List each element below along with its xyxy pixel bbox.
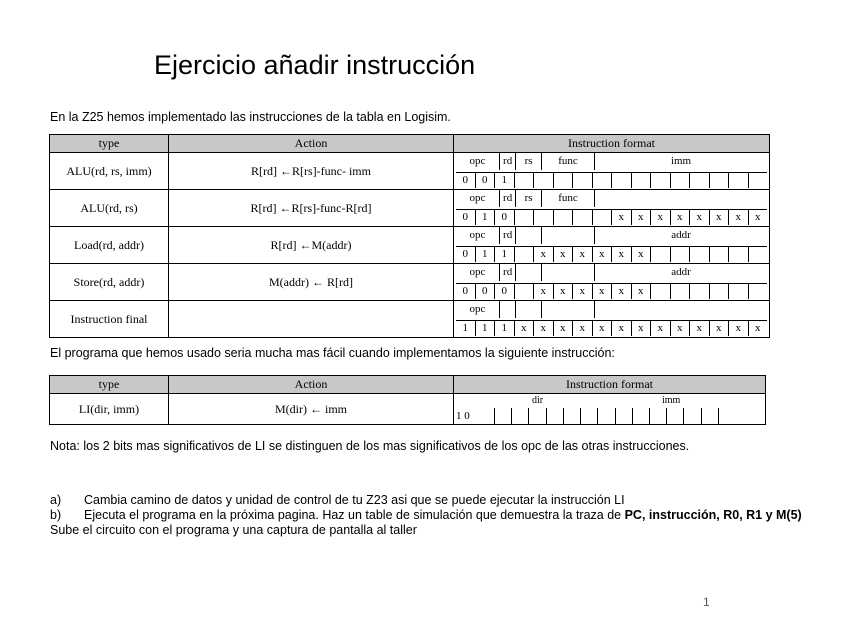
table-row [50,301,770,338]
item-label: b) [50,508,62,522]
format-field: opc [469,155,486,167]
bit-cell: x [533,247,553,262]
bit-cell [650,173,670,188]
bit-cell [709,247,729,262]
bit-cell [650,247,670,262]
format-field: func [541,153,594,170]
li-action: M(dir) ← imm [169,394,454,425]
bit-cell: x [689,321,709,336]
format-field: rs [515,190,541,207]
bit-cell: x [689,210,709,225]
task-list [50,493,814,537]
page-title: Ejercicio añadir instrucción [154,50,476,80]
bit-cell [670,284,690,299]
bit-cell [670,247,690,262]
bit-cell: x [631,247,651,262]
bit-cell [666,408,683,424]
format-field: func [541,190,594,207]
bit-cell: x [611,210,631,225]
col-type: type [50,376,169,394]
bit-cell: x [728,321,748,336]
bit-cell [553,210,573,225]
bit-cell: x [631,284,651,299]
format-field: rd [499,227,515,244]
col-type: type [50,135,169,153]
bit-cell: 1 [462,322,468,334]
li-prefix: 1 0 [456,410,470,422]
bit-cell: 0 [475,173,495,188]
bit-cell [615,408,632,424]
bit-cell [683,408,700,424]
format-field: addr [594,227,767,244]
li-field-dir: dir [532,395,544,406]
format-field [594,190,767,207]
bit-cell: x [631,321,651,336]
format-field: rd [499,190,515,207]
bit-cell [563,408,580,424]
bit-cell [580,408,597,424]
bit-cell [511,408,528,424]
bit-cell: x [572,284,592,299]
bit-cell: 1 [475,210,495,225]
bit-cell: x [748,210,768,225]
bit-cell: x [650,321,670,336]
format-field: opc [469,229,486,241]
bit-cell [592,173,612,188]
row-format [454,190,770,227]
bit-cell [748,284,768,299]
table-row [50,227,770,264]
bit-cell: x [748,321,768,336]
bit-cell [592,210,612,225]
bit-cell: 1 [494,173,514,188]
bit-cell: x [670,210,690,225]
li-type: LI(dir, imm) [50,394,169,425]
bit-cell [718,408,735,424]
bit-cell [689,247,709,262]
format-field [594,301,767,318]
page-number: 1 [703,595,710,609]
bit-cell [514,210,534,225]
bit-cell: x [670,321,690,336]
bit-cell: 0 [475,284,495,299]
bit-cell [728,247,748,262]
format-field: rd [499,153,515,170]
bit-cell: x [533,321,553,336]
bit-cell [689,173,709,188]
bit-cell [709,173,729,188]
bit-cell [494,408,511,424]
row-action: R[rd] ←R[rs]-func- imm [169,153,454,190]
format-field: addr [594,264,767,281]
bit-cell: 1 [475,247,495,262]
row-format [454,264,770,301]
col-action: Action [169,376,454,394]
li-table [49,375,766,425]
bit-cell: x [553,284,573,299]
note-text: Nota: los 2 bits mas significativos de LI se distinguen de los mas significativos de los opc de las otras instrucciones. [50,439,690,453]
bit-cell: x [572,247,592,262]
bit-cell: x [650,210,670,225]
bit-cell: x [572,321,592,336]
row-type: Load(rd, addr) [50,227,169,264]
bit-cell: 0 [462,285,468,297]
bit-cell [728,284,748,299]
format-field: opc [469,303,486,315]
format-field: opc [469,192,486,204]
bit-cell [533,173,553,188]
bit-cell: 1 [494,321,514,336]
format-field [515,264,541,281]
item-text: Cambia camino de datos y unidad de control de tu Z23 asi que se puede ejecutar la instrucción LI [84,493,625,507]
format-field [499,301,515,318]
bit-cell [701,408,718,424]
bit-cell: x [553,321,573,336]
row-type: ALU(rd, rs) [50,190,169,227]
row-type: ALU(rd, rs, imm) [50,153,169,190]
row-type: Instruction final [50,301,169,338]
instruction-table [49,134,770,338]
bit-cell [649,408,666,424]
format-field [541,227,594,244]
format-field [541,264,594,281]
bit-cell [709,284,729,299]
bit-cell [748,247,768,262]
bit-cell: x [514,321,534,336]
bit-cell [546,408,563,424]
bit-cell: x [533,284,553,299]
format-field [515,301,541,318]
closing-text: Sube el circuito con el programa y una captura de pantalla al taller [50,523,417,537]
bit-cell [528,408,545,424]
table-row [50,153,770,190]
bit-cell: x [709,321,729,336]
bit-cell: x [611,247,631,262]
bit-cell: x [709,210,729,225]
li-field-imm: imm [662,395,681,406]
bit-cell [553,173,573,188]
list-item [50,493,814,507]
row-format [454,153,770,190]
bit-cell: 0 [462,174,468,186]
table-row [50,190,770,227]
bit-cell: x [631,210,651,225]
bit-cell [611,173,631,188]
bit-cell: x [611,321,631,336]
bit-cell [533,210,553,225]
bit-cell: x [553,247,573,262]
list-item [50,508,814,522]
col-action: Action [169,135,454,153]
bit-cell [514,173,534,188]
item-label: a) [50,493,62,507]
bit-cell: 0 [494,210,514,225]
intro-text: En la Z25 hemos implementado las instrucciones de la tabla en Logisim. [50,110,451,124]
bit-cell [597,408,614,424]
program-text: El programa que hemos usado seria mucha mas fácil cuando implementamos la siguiente instrucción: [50,346,615,360]
row-action [169,301,454,338]
row-format [454,301,770,338]
bit-cell [514,247,534,262]
bit-cell: 1 [475,321,495,336]
bit-cell: x [592,321,612,336]
format-field [515,227,541,244]
bit-cell [748,173,768,188]
bit-cell: 0 [494,284,514,299]
row-format [454,227,770,264]
item-text: Ejecuta el programa en la próxima pagina. Haz un table de simulación que demuestra la traza de PC, instrucción, R0, R1 y M(5) [84,508,802,522]
bit-cell: x [592,247,612,262]
row-type: Store(rd, addr) [50,264,169,301]
bit-cell: x [611,284,631,299]
bit-cell [572,173,592,188]
bit-cell [572,210,592,225]
format-field: imm [594,153,767,170]
format-field: rd [499,264,515,281]
bit-cell [689,284,709,299]
bit-cell [670,173,690,188]
bit-cell [728,173,748,188]
table-row [50,264,770,301]
bit-cell [650,284,670,299]
bit-cell: 0 [462,248,468,260]
format-field [541,301,594,318]
bit-cell: x [592,284,612,299]
row-action: M(addr) ← R[rd] [169,264,454,301]
bit-cell [514,284,534,299]
bit-cell: x [728,210,748,225]
bit-cell: 0 [462,211,468,223]
row-action: R[rd] ←R[rs]-func-R[rd] [169,190,454,227]
bit-cell [632,408,649,424]
row-action: R[rd] ←M(addr) [169,227,454,264]
col-format: Instruction format [454,135,770,153]
bit-cell: 1 [494,247,514,262]
format-field: rs [515,153,541,170]
bit-cell [631,173,651,188]
li-format [454,394,766,425]
col-format: Instruction format [454,376,766,394]
format-field: opc [469,266,486,278]
